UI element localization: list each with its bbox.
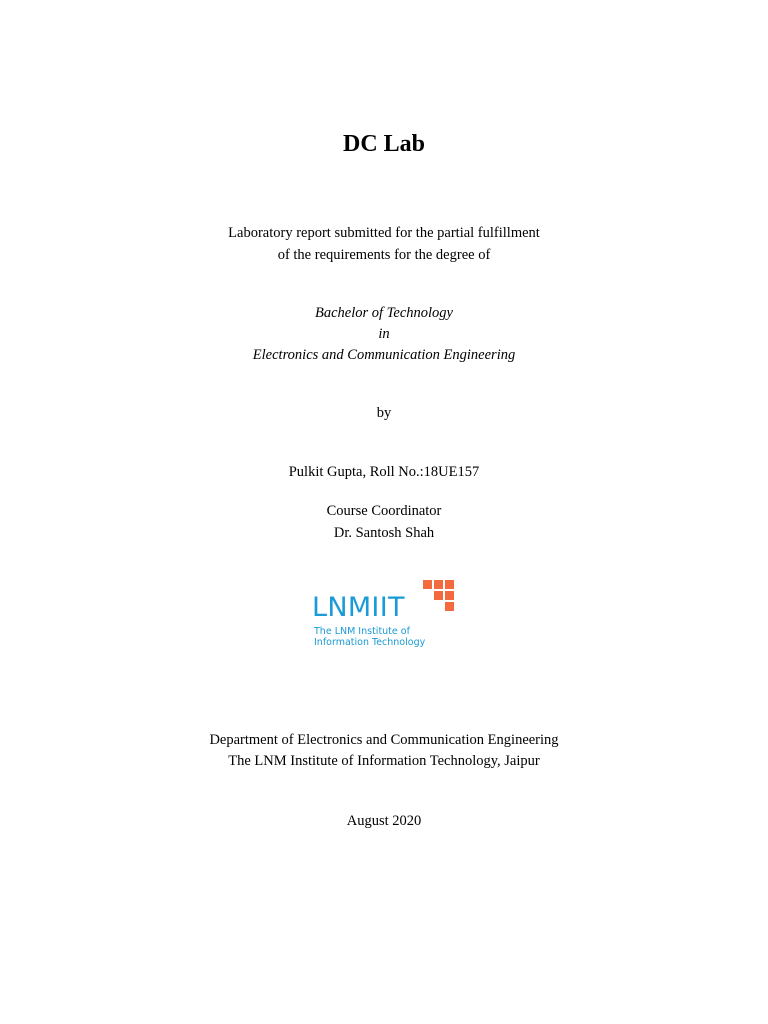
report-date: August 2020 [346,813,422,829]
logo-square [445,591,454,600]
institute-logo [312,577,462,649]
submission-statement-line-2: of the requirements for the degree of [277,247,491,263]
degree-connector: in [378,326,390,342]
logo-wordmark: LNMIIT [312,592,405,623]
author-line: Pulkit Gupta, Roll No.:18UE157 [288,464,480,480]
logo-square [445,602,454,611]
logo-square [445,580,454,589]
submission-statement-line-1: Laboratory report submitted for the partial fulfillment [228,225,540,241]
course-coordinator-name: Dr. Santosh Shah [333,525,435,541]
logo-square [434,591,443,600]
degree-name: Bachelor of Technology [315,305,453,321]
logo-tagline-line-1: The LNM Institute of [314,626,410,637]
course-coordinator-label: Course Coordinator [326,503,442,519]
department-line-1: Department of Electronics and Communication Engineering [209,732,559,748]
department-line-2: The LNM Institute of Information Technology, Jaipur [228,753,540,769]
by-label: by [376,405,392,421]
degree-discipline: Electronics and Communication Engineering [252,347,516,363]
logo-square [423,580,432,589]
report-title: DC Lab [342,131,426,157]
logo-square [434,580,443,589]
logo-tagline-line-2: Information Technology [314,637,426,648]
